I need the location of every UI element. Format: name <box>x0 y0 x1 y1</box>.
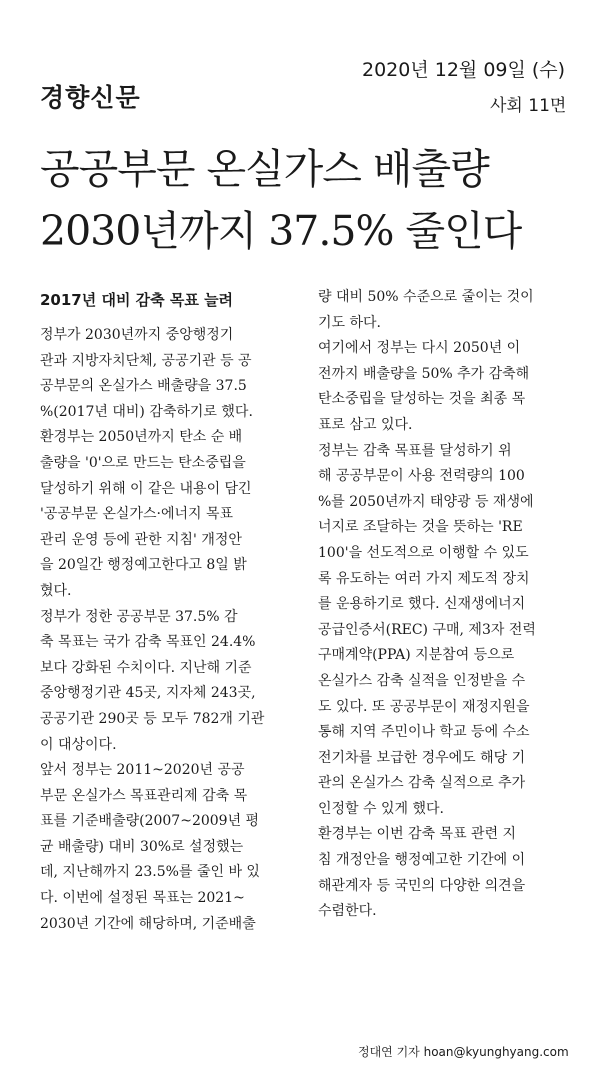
body-text-line: 를 운용하기로 했다. 신재생에너지 <box>318 596 526 613</box>
body-text-line: 2030년 기간에 해당하며, 기준배출 <box>40 915 256 932</box>
headline-line-1: 공공부문 온실가스 배출량 <box>40 145 489 193</box>
body-text-line: 정부가 2030년까지 중앙행정기 <box>40 327 234 343</box>
body-text-line: 표로 삼고 있다. <box>318 416 413 433</box>
body-text-line: 온실가스 감축 실적을 인정받을 수 <box>318 672 526 689</box>
body-text-line: 환경부는 2050년까지 탄소 순 배 <box>40 429 243 446</box>
body-text-line: 정부는 감축 목표를 달성하기 위 <box>318 442 512 459</box>
body-text-line: 탄소중립을 달성하는 것을 최종 목 <box>318 391 526 408</box>
body-text-line: 해 공공부문이 사용 전력량의 100 <box>318 468 525 485</box>
body-text-line: 앞서 정부는 2011~2020년 공공 <box>40 762 245 779</box>
right-column-body <box>318 285 580 925</box>
body-text-line: 공공기관 290곳 등 모두 782개 기관 <box>40 710 265 727</box>
body-text-line: 기도 하다. <box>318 314 381 331</box>
body-text-line: 전기차를 보급한 경우에도 해당 기 <box>318 749 526 766</box>
body-text-line: 정부가 정한 공공부문 37.5% 감 <box>40 608 238 625</box>
body-text-line: '공공부문 온실가스·에너지 목표 <box>40 506 234 523</box>
body-text-line: 데, 지난해까지 23.5%를 줄인 바 있 <box>40 864 260 881</box>
body-text-line: 표를 기준배출량(2007~2009년 평 <box>40 813 260 830</box>
body-text-line: 공급인증서(REC) 구매, 제3자 전력 <box>318 621 536 638</box>
body-text-line: 달성하기 위해 이 같은 내용이 담긴 <box>40 480 252 497</box>
body-text-line: %(2017년 대비) 감축하기로 했다. <box>40 403 253 420</box>
body-text-line: 구매계약(PPA) 지분참여 등으로 <box>318 647 515 664</box>
body-text-line: 관리 운영 등에 관한 지침' 개정안 <box>40 531 242 548</box>
body-text-line: 공부문의 온실가스 배출량을 37.5 <box>40 378 247 395</box>
body-text-line: 침 개정안을 행정예고한 기간에 이 <box>318 852 526 869</box>
section-page-label: 사회 11면 <box>490 96 567 116</box>
body-text-line: 너지로 조달하는 것을 뜻하는 'RE <box>318 519 523 536</box>
body-text-line: 축 목표는 국가 감축 목표인 24.4% <box>40 634 256 651</box>
body-text-line: 량 대비 50% 수준으로 줄이는 것이 <box>318 289 534 305</box>
headline-line-2: 2030년까지 37.5% 줄인다 <box>40 207 522 255</box>
body-text-line: 혔다. <box>40 582 72 599</box>
body-text-line: 관과 지방자치단체, 공공기관 등 공 <box>40 352 252 369</box>
subheadline: 2017년 대비 감축 목표 늘려 <box>40 291 234 309</box>
body-text-line: 통해 지역 주민이나 학교 등에 수소 <box>318 724 530 741</box>
body-text-line: 중앙행정기관 45곳, 지자체 243곳, <box>40 685 256 702</box>
left-column-body <box>40 323 302 937</box>
body-text-line: 록 유도하는 여러 가지 제도적 장치 <box>318 570 530 587</box>
body-text-line: 인정할 수 있게 했다. <box>318 800 444 817</box>
body-text-line: 도 있다. 또 공공부문이 재정지원을 <box>318 698 530 715</box>
body-text-line: 출량을 '0'으로 만드는 탄소중립을 <box>40 454 246 471</box>
reporter-byline: 정대연 기자 hoan@kyunghyang.com <box>358 1045 569 1059</box>
body-text-line: 보다 강화된 수치이다. 지난해 기준 <box>40 659 252 676</box>
body-text-line: 여기에서 정부는 다시 2050년 이 <box>318 340 521 357</box>
body-text-line: 균 배출량) 대비 30%로 설정했는 <box>40 838 244 855</box>
body-text-line: 100'을 선도적으로 이행할 수 있도 <box>318 544 529 561</box>
article-column-right <box>318 285 580 925</box>
body-text-line: 을 20일간 행정예고한다고 8일 밝 <box>40 557 247 574</box>
body-text-line: 관의 온실가스 감축 실적으로 추가 <box>318 775 526 792</box>
body-text-line: %를 2050년까지 태양광 등 재생에 <box>318 493 534 510</box>
body-text-line: 수렴한다. <box>318 903 377 920</box>
body-text-line: 전까지 배출량을 50% 추가 감축해 <box>318 365 530 382</box>
body-text-line: 해관계자 등 국민의 다양한 의견을 <box>318 877 526 894</box>
body-text-line: 환경부는 이번 감축 목표 관련 지 <box>318 826 517 843</box>
newspaper-masthead: 경향신문 <box>40 83 141 112</box>
body-text-line: 부문 온실가스 목표관리제 감축 목 <box>40 787 248 804</box>
publication-date: 2020년 12월 09일 (수) <box>362 59 566 81</box>
body-text-line: 이 대상이다. <box>40 736 117 753</box>
body-text-line: 다. 이번에 설정된 목표는 2021~ <box>40 890 245 907</box>
article-column-left <box>40 285 302 937</box>
